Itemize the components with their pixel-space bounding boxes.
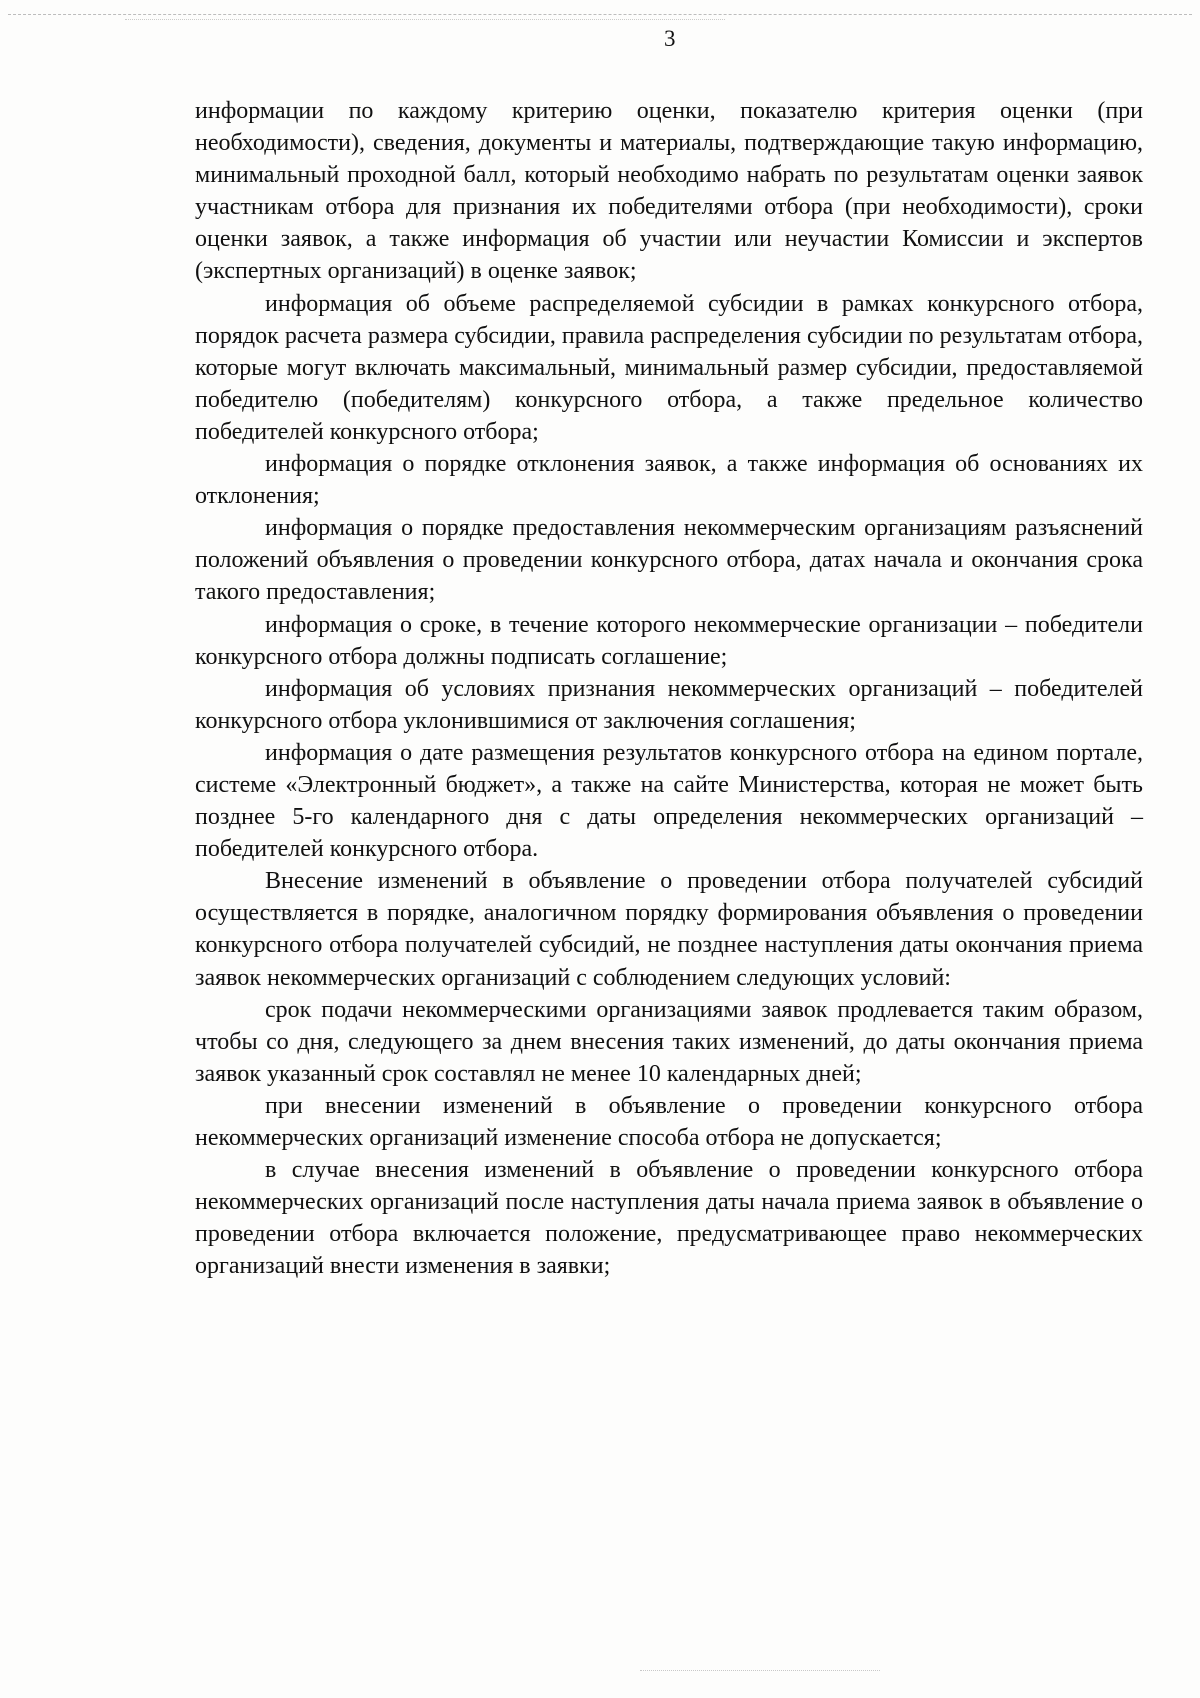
paragraph-results-publication: информация о дате размещения результатов конкурсного отбора на едином портале, системе «Электронный бюджет», а также на сайте Министерства, которая не может быть позднее 5-го календарного дня с даты определения некоммерческих организаций – победителей конкурсного отбора. [195, 739, 1143, 863]
paragraph-amendments: Внесение изменений в объявление о проведении отбора получателей субсидий осуществляется в порядке, аналогичном порядку формирования объявления о проведении конкурсного отбора получателей субсидий, не позднее наступления даты окончания приема заявок некоммерческих организаций с соблюдением следующих условий: [195, 868, 1143, 991]
page-number: 3 [664, 26, 676, 51]
paragraph-method-change: при внесении изменений в объявление о проведении конкурсного отбора некоммерческих организаций изменение способа отбора не допускается; [195, 1092, 1143, 1151]
paragraph-agreement-term: информация о сроке, в течение которого некоммерческие организации – победители конкурсного отбора должны подписать соглашение; [195, 611, 1143, 670]
paragraph-evasion-conditions: информация об условиях признания некоммерческих организаций – победителей конкурсного отбора уклонившимися от заключения соглашения; [195, 675, 1143, 734]
paragraph-criteria-info: информации по каждому критерию оценки, показателю критерия оценки (при необходимости), сведения, документы и материалы, подтверждающие такую информацию, минимальный проходной балл, который необходимо набрать по результатам оценки заявок участникам отбора для признания их победителями отбора (при необходимости), сроки оценки заявок, а также информация об участии или неучастии Комиссии и экспертов (экспертных организаций) в оценке заявок; [195, 98, 1143, 285]
paragraph-rejection-order: информация о порядке отклонения заявок, а также информация об основаниях их отклонения; [195, 451, 1143, 510]
paragraph-clarifications: информация о порядке предоставления некоммерческим организациям разъяснений положений объявления о проведении конкурсного отбора, датах начала и окончания срока такого предоставления; [195, 515, 1143, 606]
paragraph-deadline-extension: срок подачи некоммерческими организациями заявок продлевается таким образом, чтобы со дня, следующего за днем внесения таких изменений, до даты окончания приема заявок указанный срок составлял не менее 10 календарных дней; [195, 996, 1143, 1087]
scan-top-rule [8, 14, 1192, 15]
scan-top-rule-faint [125, 19, 725, 20]
paragraph-application-changes: в случае внесения изменений в объявление о проведении конкурсного отбора некоммерческих организаций после наступления даты начала приема заявок в объявление о проведении отбора включается положение, предусматривающее право некоммерческих организаций внести изменения в заявки; [195, 1157, 1143, 1280]
paragraph-subsidy-volume: информация об объеме распределяемой субсидии в рамках конкурсного отбора, порядок расчета размера субсидии, правила распределения субсидии по результатам отбора, которые могут включать максимальный, минимальный размер субсидии, предоставляемой победителю (победителям) конкурсного отбора, а также предельное количество победителей конкурсного отбора; [195, 290, 1143, 445]
document-body [195, 95, 1143, 1282]
scan-bottom-marks [640, 1670, 880, 1683]
